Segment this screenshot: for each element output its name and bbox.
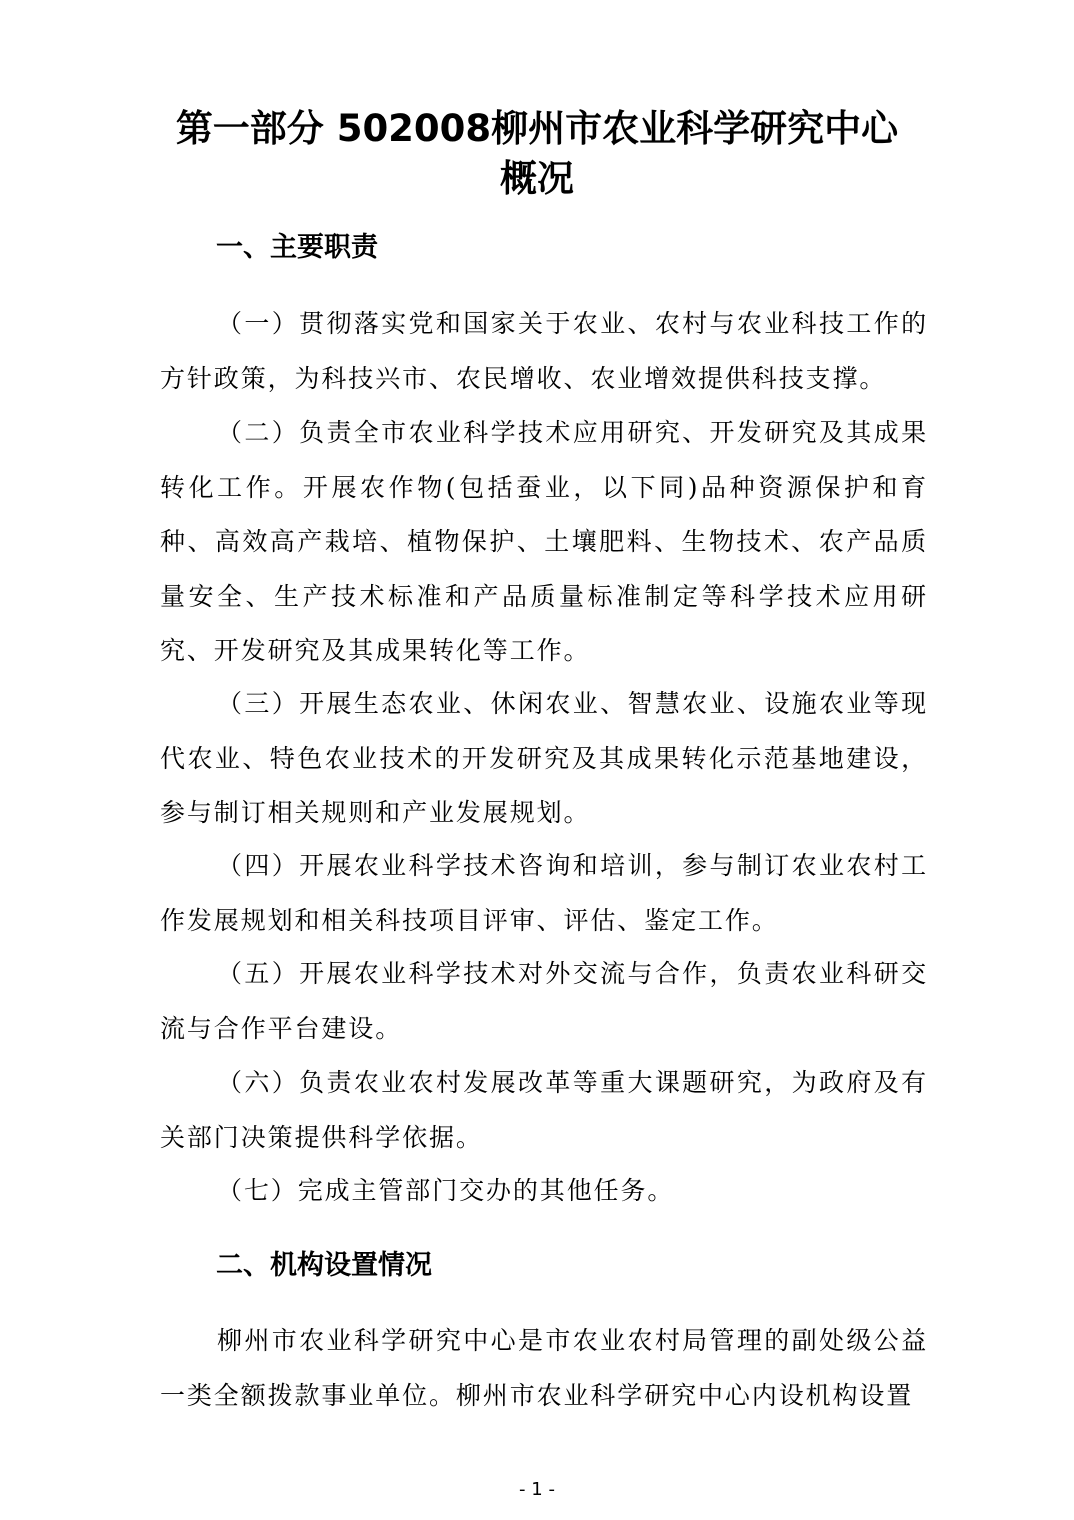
duty-paragraph-2: （二）负责全市农业科学技术应用研究、开发研究及其成果转化工作。开展农作物(包括蚕业，以下同)品种资源保护和育种、高效高产栽培、植物保护、土壤肥料、生物技术、农产品质量安全、生产技术标准和产品质量标准制定等科学技术应用研究、开发研究及其成果转化等工作。 [160, 418, 928, 665]
section-heading-organization: 二、机构设置情况 [216, 1250, 432, 1281]
page-title-line-1: 第一部分 502008柳州市农业科学研究中心 [175, 107, 899, 150]
page-title [120, 104, 954, 204]
duty-paragraph-5: （五）开展农业科学技术对外交流与合作，负责农业科研交流与合作平台建设。 [160, 959, 928, 1043]
duty-paragraph-1: （一）贯彻落实党和国家关于农业、农村与农业科技工作的方针政策，为科技兴市、农民增收、农业增效提供科技支撑。 [160, 309, 928, 393]
duty-paragraph-3: （三）开展生态农业、休闲农业、智慧农业、设施农业等现代农业、特色农业技术的开发研究及其成果转化示范基地建设，参与制订相关规则和产业发展规划。 [160, 689, 928, 827]
page-number: - 1 - [519, 1479, 555, 1500]
duty-paragraph-6: （六）负责农业农村发展改革等重大课题研究，为政府及有关部门决策提供科学依据。 [160, 1068, 928, 1152]
page-title-line-2: 概况 [500, 157, 574, 200]
duty-paragraph-7: （七）完成主管部门交办的其他任务。 [217, 1176, 675, 1205]
duty-paragraph-4: （四）开展农业科学技术咨询和培训，参与制订农业农村工作发展规划和相关科技项目评审、评估、鉴定工作。 [160, 851, 928, 935]
section-heading-main-duties: 一、主要职责 [216, 232, 378, 263]
organization-paragraph: 柳州市农业科学研究中心是市农业农村局管理的副处级公益一类全额拨款事业单位。柳州市农业科学研究中心内设机构设置 [160, 1326, 928, 1410]
